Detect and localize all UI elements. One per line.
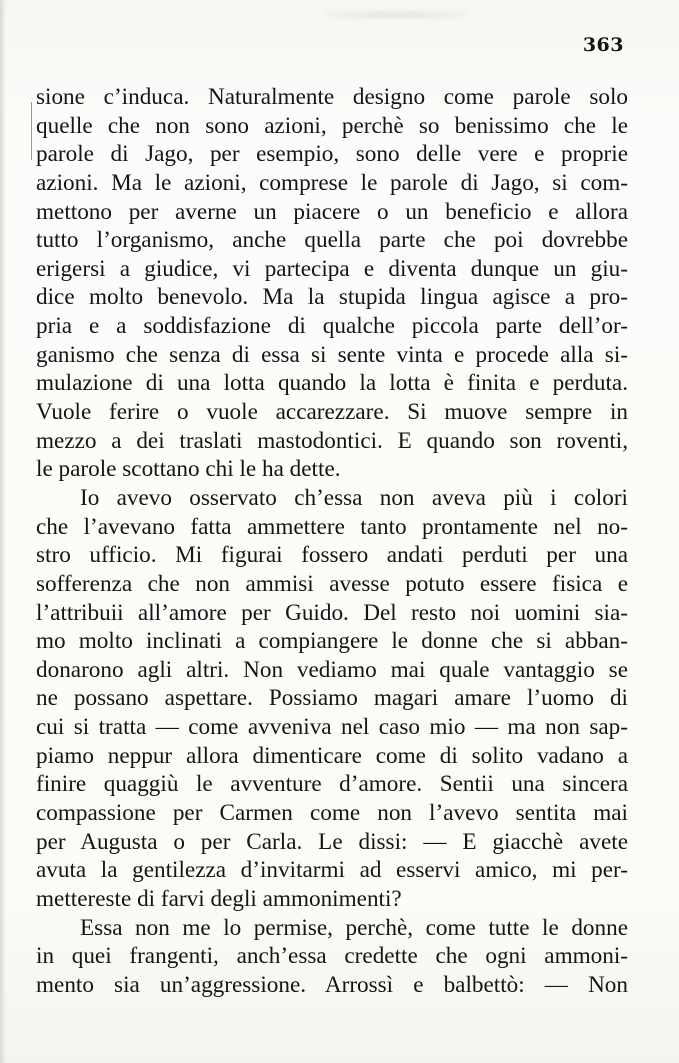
text-line: mezzo a dei traslati mastodontici. E quando son roventi, <box>36 427 628 454</box>
text-line: parole di Jago, per esempio, sono delle vere e proprie <box>36 141 628 168</box>
text-line: finire quaggiù le avventure d’amore. Sentii una sincera <box>36 771 628 798</box>
paragraph-start-line: Essa non me lo permise, perchè, come tutte le donne <box>80 914 628 941</box>
text-line: l’attribuii all’amore per Guido. Del resto noi uomini sia- <box>36 599 628 626</box>
text-line: sione c’induca. Naturalmente designo come parole solo <box>36 84 628 110</box>
scan-smudge <box>326 10 466 20</box>
text-line: per Augusta o per Carla. Le dissi: — E giacchè avete <box>36 828 628 855</box>
text-line: mento sia un’aggressione. Arrossì e balbettò: — Non <box>36 971 628 998</box>
body-text <box>36 83 628 1000</box>
text-line: in quei frangenti, anch’essa credette che ogni ammoni- <box>36 943 628 970</box>
text-line: Vuole ferire o vuole accarezzare. Si muove sempre in <box>36 399 628 426</box>
text-line: erigersi a giudice, vi partecipa e diventa dunque un giu- <box>36 255 628 282</box>
text-line: compassione per Carmen come non l’avevo sentita mai <box>36 800 628 827</box>
text-line: quelle che non sono azioni, perchè so benissimo che le <box>36 112 628 139</box>
text-line: avuta la gentilezza d’invitarmi ad esservi amico, mi per- <box>36 857 628 884</box>
paragraph-start-line: Io avevo osservato ch’essa non aveva più i colori <box>80 484 628 511</box>
text-line: dice molto benevolo. Ma la stupida lingua agisce a pro- <box>36 284 628 311</box>
page-number: 363 <box>582 34 624 56</box>
text-line: mettereste di farvi degli ammonimenti? <box>36 885 402 912</box>
text-line: cui si tratta — come avveniva nel caso mio — ma non sap- <box>36 714 628 741</box>
text-line: tutto l’organismo, anche quella parte che poi dovrebbe <box>36 227 628 254</box>
text-line: che l’avevano fatta ammettere tanto prontamente nel no- <box>36 513 628 540</box>
text-line: ne possano aspettare. Possiamo magari amare l’uomo di <box>36 685 628 712</box>
text-line: le parole scottano chi le ha dette. <box>36 456 341 483</box>
text-line: mo molto inclinati a compiangere le donne che si abban- <box>36 628 628 655</box>
text-line: pria e a soddisfazione di qualche piccola parte dell’or- <box>36 313 628 340</box>
text-line: stro ufficio. Mi figurai fossero andati perduti per una <box>36 542 628 569</box>
text-line: sofferenza che non ammisi avesse potuto essere fisica e <box>36 570 628 597</box>
text-line: azioni. Ma le azioni, comprese le parole di Jago, si com- <box>36 169 628 196</box>
text-line: piamo neppur allora dimenticare come di solito vadano a <box>36 742 628 769</box>
margin-pencil-mark <box>31 102 32 160</box>
text-line: mettono per averne un piacere o un beneficio e allora <box>36 198 628 225</box>
text-line: donarono agli altri. Non vediamo mai quale vantaggio se <box>36 656 628 683</box>
page-edge-shadow <box>0 0 6 1063</box>
text-line: ganismo che senza di essa si sente vinta e procede alla si- <box>36 341 628 368</box>
text-line: mulazione di una lotta quando la lotta è finita e perduta. <box>36 370 628 397</box>
